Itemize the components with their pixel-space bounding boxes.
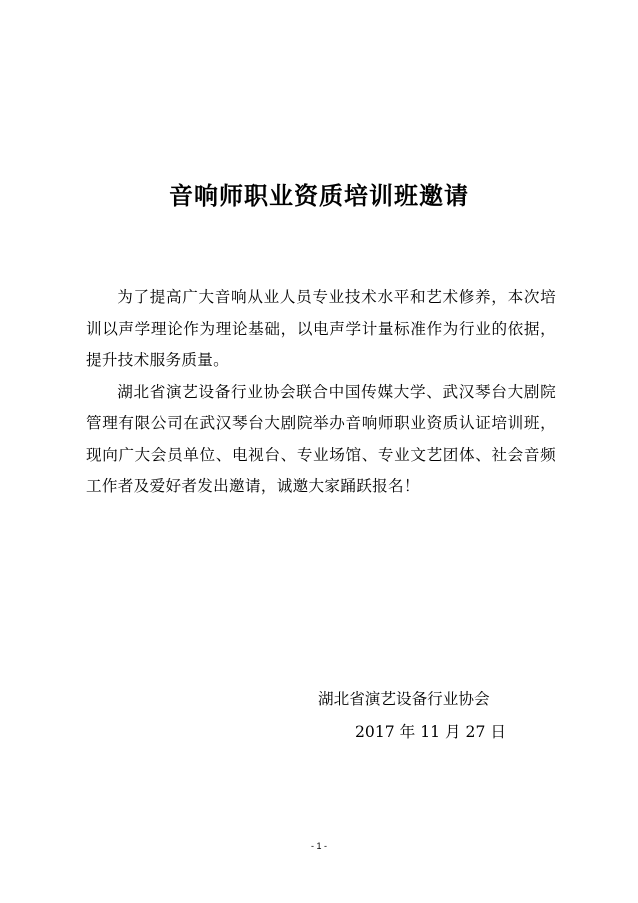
- signature-organization: 湖北省演艺设备行业协会: [318, 690, 490, 708]
- paragraph-intro: 为了提高广大音响从业人员专业技术水平和艺术修养，本次培训以声学理论作为理论基础，以电声学计量标准作为行业的依据，提升技术服务质量。: [86, 288, 556, 369]
- signature-date: 2017 年 11 月 27 日: [355, 723, 506, 741]
- signature-block: [318, 683, 506, 749]
- document-body: [86, 282, 556, 503]
- page-number: - 1 -: [310, 841, 327, 851]
- paragraph-invitation: 湖北省演艺设备行业协会联合中国传媒大学、武汉琴台大剧院管理有限公司在武汉琴台大剧院举办音响师职业资质认证培训班，现向广大会员单位、电视台、专业场馆、专业文艺团体、社会音频工作者及爱好者发出邀请，诚邀大家踊跃报名！: [86, 382, 556, 495]
- document-title: 音响师职业资质培训班邀请: [169, 181, 469, 210]
